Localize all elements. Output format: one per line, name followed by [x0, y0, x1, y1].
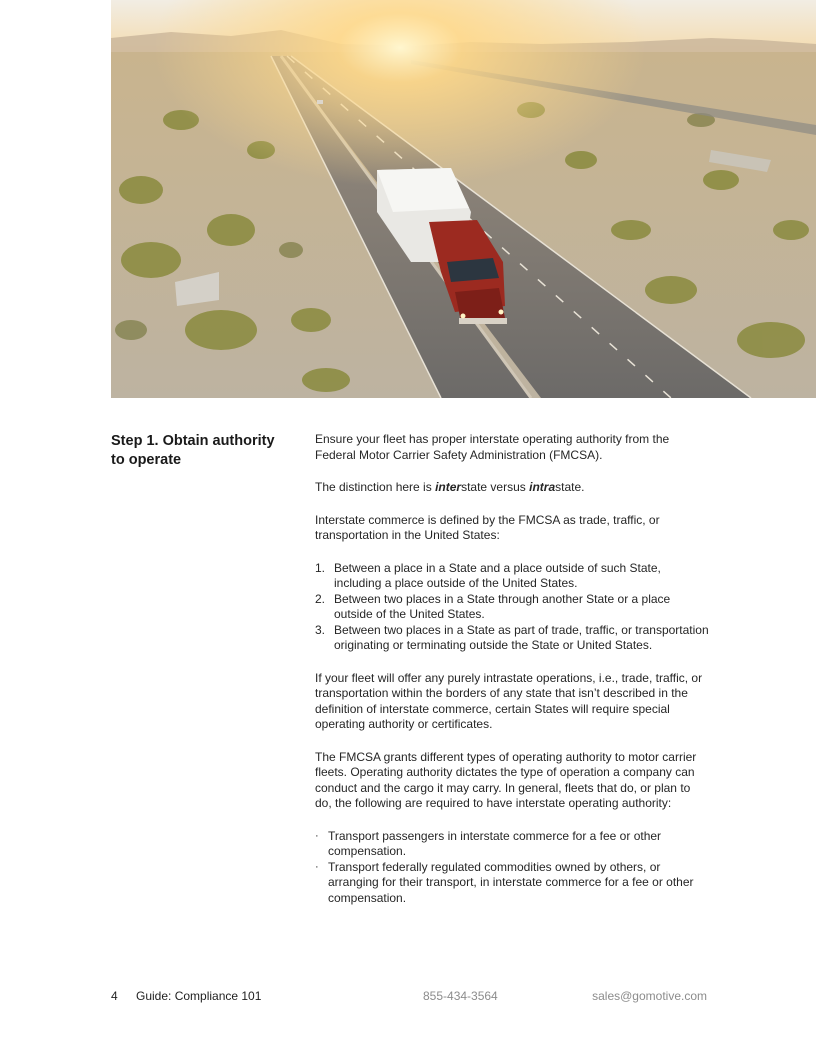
list-item	[315, 623, 710, 654]
distinction-paragraph	[315, 480, 710, 496]
list-item	[315, 829, 710, 860]
list-item-text: Between a place in a State and a place outside of such State, including a place outside of the United States.	[334, 560, 661, 590]
distinction-mid: state versus	[461, 480, 530, 494]
body-content	[315, 432, 710, 906]
truck-highway-illustration	[111, 0, 816, 398]
list-item-text: Transport passengers in interstate commerce for a fee or other compensation.	[328, 828, 662, 858]
page-number: 4	[111, 989, 118, 1003]
inter-emphasis: inter	[435, 480, 462, 494]
email-address: sales@gomotive.com	[592, 989, 707, 1003]
page-footer	[0, 989, 816, 1005]
intra-emphasis: intra	[529, 480, 556, 494]
list-item-text: Transport federally regulated commodities owned by others, or arranging for their transport, in interstate commerce for a fee or other compensation.	[328, 859, 694, 905]
bullet-list	[315, 829, 710, 907]
guide-title: Guide: Compliance 101	[136, 989, 262, 1003]
list-number: 3.	[315, 622, 326, 637]
list-item	[315, 592, 710, 623]
bullet-marker: ·	[315, 860, 319, 873]
list-item-text: Between two places in a State as part of trade, traffic, or transportation originating or terminating outside the State or United States.	[334, 622, 709, 652]
list-item-text: Between two places in a State through another State or a place outside of the United States.	[334, 591, 671, 621]
definition-paragraph: Interstate commerce is defined by the FMCSA as trade, traffic, or transportation in the United States:	[315, 512, 660, 542]
intrastate-paragraph: If your fleet will offer any purely intrastate operations, i.e., trade, traffic, or transportation within the borders of any state that isn’t described in the definition of interstate commerce, certain States will require special operating authority or certificates.	[315, 670, 703, 731]
hero-image	[111, 0, 816, 398]
list-number: 1.	[315, 560, 326, 575]
step-heading: Step 1. Obtain authority to operate	[111, 433, 275, 468]
list-item	[315, 561, 710, 592]
phone-number: 855-434-3564	[423, 989, 498, 1003]
distinction-pre: The distinction here is	[315, 480, 436, 494]
distinction-post: state.	[555, 480, 585, 494]
authority-paragraph: The FMCSA grants different types of operating authority to motor carrier fleets. Operating authority dictates the type of operation a company can conduct and the cargo it may carry. In general, fleets that do, or plan to do, the following are required to have interstate operating authority:	[315, 749, 697, 810]
numbered-list	[315, 561, 710, 654]
list-number: 2.	[315, 591, 326, 606]
bullet-marker: ·	[315, 829, 319, 842]
list-item	[315, 860, 710, 907]
intro-paragraph: Ensure your fleet has proper interstate operating authority from the Federal Motor Carrier Safety Administration (FMCSA).	[315, 432, 670, 462]
